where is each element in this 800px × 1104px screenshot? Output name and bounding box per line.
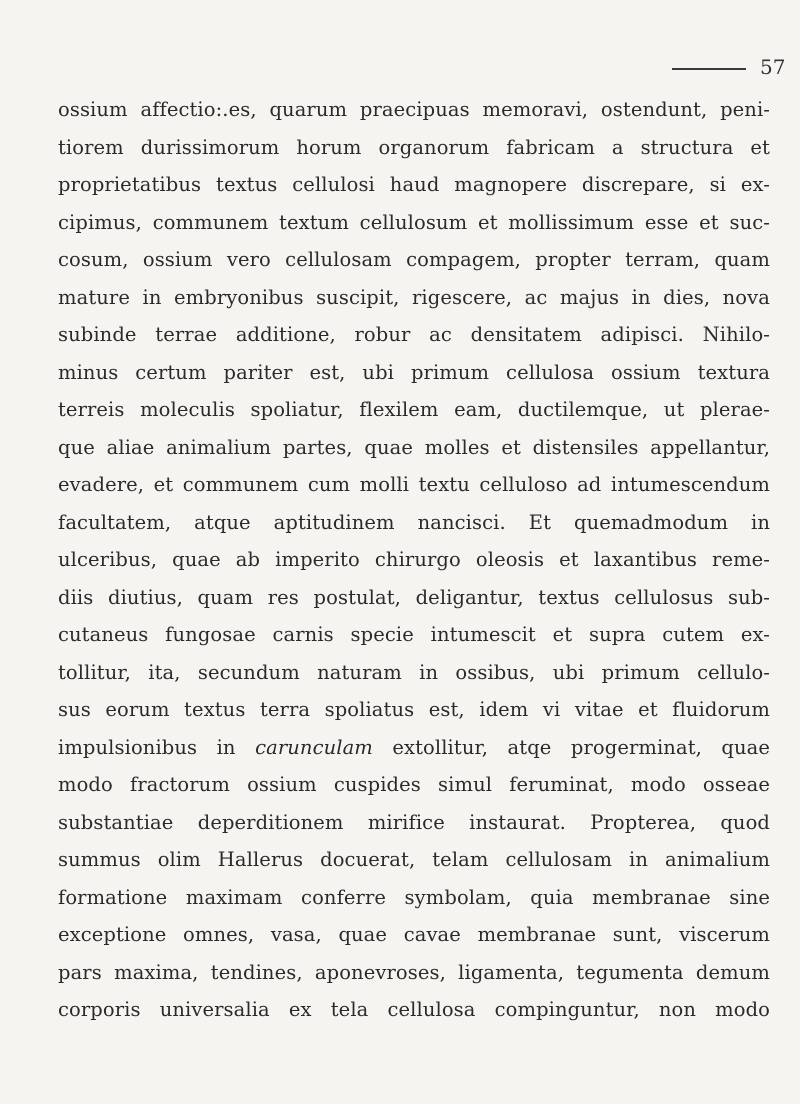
italic-word: carunculam xyxy=(255,735,373,759)
text-line: diis diutius, quam res postulat, deligantur, textus cellulosus sub- xyxy=(58,585,770,609)
header-rule xyxy=(672,68,746,70)
text-line: que aliae animalium partes, quae molles et distensiles appellantur, xyxy=(58,435,770,459)
text-line: proprietatibus textus cellulosi haud magnopere discrepare, si ex- xyxy=(58,173,770,196)
text-line: cosum, ossium vero cellulosam compagem, propter terram, quam xyxy=(58,248,770,271)
text-line: cutaneus fungosae carnis specie intumescit et supra cutem ex- xyxy=(58,623,770,646)
text-line: evadere, et communem cum molli textu celluloso ad intumescendum xyxy=(58,473,770,496)
text-segment: impulsionibus in xyxy=(58,735,256,759)
text-line: formatione maximam conferre symbolam, quia membranae sine xyxy=(58,885,770,909)
text-line: exceptione omnes, vasa, quae cavae membranae sunt, viscerum xyxy=(58,923,770,946)
text-line: corporis universalia ex tela cellulosa compinguntur, non modo xyxy=(58,998,770,1021)
body-text xyxy=(58,91,770,1029)
text-line: sus eorum textus terra spoliatus est, idem vi vitae et fluidorum xyxy=(58,698,770,721)
text-line: substantiae deperditionem mirifice instaurat. Propterea, quod xyxy=(58,810,770,834)
text-segment: extollitur, atqe progerminat, quae xyxy=(372,735,770,759)
text-line: mature in embryonibus suscipit, rigescere, ac majus in dies, nova xyxy=(58,285,770,309)
text-line-with-italic xyxy=(58,729,770,767)
page-number: 57 xyxy=(760,55,786,79)
text-line: facultatem, atque aptitudinem nancisci. Et quemadmodum in xyxy=(58,510,770,534)
text-line: minus certum pariter est, ubi primum cellulosa ossium textura xyxy=(58,360,770,384)
text-line: tollitur, ita, secundum naturam in ossibus, ubi primum cellulo- xyxy=(58,660,770,684)
text-line: terreis moleculis spoliatur, flexilem eam, ductilemque, ut plerae- xyxy=(58,398,770,421)
text-line: tiorem durissimorum horum organorum fabricam a structura et xyxy=(58,135,770,159)
text-line: ossium affectio:.es, quarum praecipuas memoravi, ostendunt, peni- xyxy=(58,98,770,121)
text-line: ulceribus, quae ab imperito chirurgo oleosis et laxantibus reme- xyxy=(58,548,770,571)
text-line: subinde terrae additione, robur ac densitatem adipisci. Nihilo- xyxy=(58,323,770,346)
text-line: cipimus, communem textum cellulosum et mollissimum esse et suc- xyxy=(58,210,770,234)
text-line: summus olim Hallerus docuerat, telam cellulosam in animalium xyxy=(58,848,770,871)
text-line: pars maxima, tendines, aponevroses, ligamenta, tegumenta demum xyxy=(58,960,770,984)
text-line: modo fractorum ossium cuspides simul feruminat, modo osseae xyxy=(58,773,770,796)
